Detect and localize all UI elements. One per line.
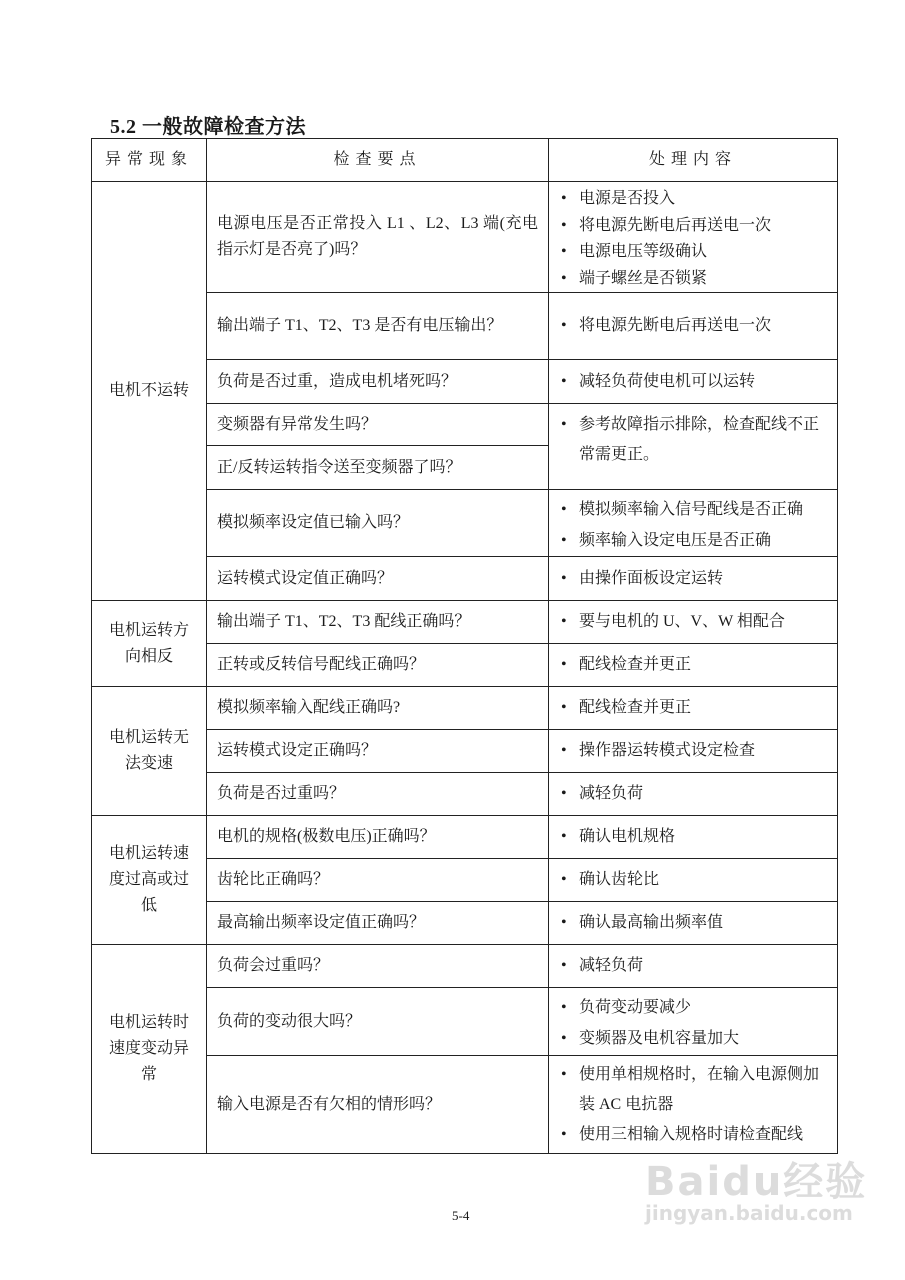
check-cell: 负荷会过重吗？ bbox=[207, 945, 549, 988]
action-text: 配线检查并更正 bbox=[579, 656, 692, 673]
action-cell bbox=[549, 730, 838, 773]
action-text: 要与电机的 U、V、W 相配合 bbox=[579, 613, 785, 630]
action-item bbox=[561, 609, 831, 635]
action-text: 将电源先断电后再送电一次 bbox=[579, 216, 772, 234]
action-item bbox=[561, 566, 831, 592]
action-cell bbox=[549, 945, 838, 988]
action-cell bbox=[549, 859, 838, 902]
table-row bbox=[92, 601, 838, 644]
action-cell bbox=[549, 816, 838, 859]
action-cell bbox=[549, 644, 838, 687]
bullet-icon: • bbox=[561, 416, 567, 433]
table-row bbox=[92, 816, 838, 859]
check-cell: 模拟频率设定值已输入吗？ bbox=[207, 490, 549, 557]
troubleshooting-table bbox=[91, 138, 838, 1154]
action-text: 变频器及电机容量加大 bbox=[579, 1030, 740, 1047]
check-cell: 最高输出频率设定值正确吗？ bbox=[207, 902, 549, 945]
action-item bbox=[561, 410, 831, 470]
symptom-cell: 电机运转方向相反 bbox=[92, 601, 207, 687]
check-cell: 输入电源是否有欠相的情形吗？ bbox=[207, 1056, 549, 1154]
action-item bbox=[561, 738, 831, 764]
bullet-icon: • bbox=[561, 785, 567, 802]
action-item bbox=[561, 652, 831, 678]
action-text: 确认最高输出频率值 bbox=[579, 914, 724, 931]
action-item bbox=[561, 369, 831, 395]
action-cell bbox=[549, 360, 838, 404]
header-check: 检查要点 bbox=[207, 139, 549, 182]
check-cell: 负荷是否过重，造成电机堵死吗？ bbox=[207, 360, 549, 404]
action-item bbox=[561, 313, 831, 339]
symptom-cell: 电机运转时速度变动异常 bbox=[92, 945, 207, 1154]
symptom-cell: 电机不运转 bbox=[92, 182, 207, 601]
action-text: 参考故障指示排除，检查配线不正常需更正。 bbox=[579, 416, 820, 463]
action-text: 电源是否投入 bbox=[579, 190, 676, 207]
action-text: 将电源先断电后再送电一次 bbox=[579, 317, 772, 334]
bullet-icon: • bbox=[561, 742, 567, 759]
bullet-icon: • bbox=[561, 372, 567, 390]
action-item bbox=[561, 1120, 831, 1150]
action-item bbox=[561, 239, 831, 266]
bullet-icon: • bbox=[561, 999, 567, 1016]
action-cell bbox=[549, 601, 838, 644]
action-item bbox=[561, 781, 831, 807]
action-cell bbox=[549, 293, 838, 360]
action-item bbox=[561, 992, 831, 1023]
action-text: 频率输入设定电压是否正确 bbox=[579, 532, 772, 549]
action-text: 确认电机规格 bbox=[579, 828, 676, 845]
bullet-icon: • bbox=[561, 656, 567, 673]
check-cell: 运转模式设定值正确吗？ bbox=[207, 557, 549, 601]
bullet-icon: • bbox=[561, 317, 567, 334]
check-cell: 输出端子 T1、T2、T3 是否有电压输出？ bbox=[207, 293, 549, 360]
bullet-icon: • bbox=[561, 269, 567, 287]
action-cell bbox=[549, 687, 838, 730]
check-cell: 电源电压是否正常投入 L1 、L2、L3 端(充电指示灯是否亮了)吗？ bbox=[207, 182, 549, 293]
bullet-icon: • bbox=[561, 914, 567, 931]
check-cell: 负荷是否过重吗？ bbox=[207, 773, 549, 816]
check-cell: 模拟频率输入配线正确吗? bbox=[207, 687, 549, 730]
action-text: 配线检查并更正 bbox=[579, 699, 692, 716]
action-text: 使用三相输入规格时请检查配线 bbox=[579, 1126, 804, 1143]
action-cell bbox=[549, 902, 838, 945]
action-text: 操作器运转模式设定检查 bbox=[579, 742, 756, 759]
check-cell: 运转模式设定正确吗？ bbox=[207, 730, 549, 773]
table-row bbox=[92, 182, 838, 293]
check-cell: 正/反转运转指令送至变频器了吗？ bbox=[207, 446, 549, 490]
action-cell bbox=[549, 182, 838, 293]
action-text: 模拟频率输入信号配线是否正确 bbox=[579, 501, 804, 518]
bullet-icon: • bbox=[561, 1126, 567, 1143]
check-cell: 负荷的变动很大吗？ bbox=[207, 988, 549, 1056]
watermark-logo: Baidu经验 bbox=[645, 1159, 868, 1205]
action-text: 使用单相规格时，在输入电源侧加装 AC 电抗器 bbox=[579, 1066, 820, 1113]
header-row bbox=[92, 139, 838, 182]
action-text: 电源电压等级确认 bbox=[579, 243, 708, 260]
watermark-url: jingyan.baidu.com bbox=[645, 1201, 853, 1225]
check-cell: 输出端子 T1、T2、T3 配线正确吗？ bbox=[207, 601, 549, 644]
symptom-cell: 电机运转无法变速 bbox=[92, 687, 207, 816]
action-item bbox=[561, 525, 831, 556]
action-text: 端子螺丝是否锁紧 bbox=[579, 269, 708, 287]
action-cell bbox=[549, 490, 838, 557]
bullet-icon: • bbox=[561, 190, 567, 207]
action-item bbox=[561, 824, 831, 850]
action-item bbox=[561, 494, 831, 525]
bullet-icon: • bbox=[561, 1066, 567, 1083]
action-item bbox=[561, 1023, 831, 1054]
action-item bbox=[561, 213, 831, 240]
bullet-icon: • bbox=[561, 501, 567, 518]
section-title: 5.2 一般故障检查方法 bbox=[110, 116, 306, 138]
bullet-icon: • bbox=[561, 1030, 567, 1047]
check-cell: 电机的规格(极数电压)正确吗？ bbox=[207, 816, 549, 859]
table-row bbox=[92, 945, 838, 988]
bullet-icon: • bbox=[561, 243, 567, 260]
bullet-icon: • bbox=[561, 699, 567, 716]
bullet-icon: • bbox=[561, 871, 567, 888]
action-cell bbox=[549, 1056, 838, 1154]
action-item bbox=[561, 1060, 831, 1120]
check-cell: 齿轮比正确吗？ bbox=[207, 859, 549, 902]
action-text: 减轻负荷 bbox=[579, 785, 644, 802]
bullet-icon: • bbox=[561, 828, 567, 845]
action-cell bbox=[549, 773, 838, 816]
action-item bbox=[561, 867, 831, 893]
watermark bbox=[645, 1150, 867, 1225]
bullet-icon: • bbox=[561, 569, 567, 587]
bullet-icon: • bbox=[561, 613, 567, 630]
page-number: 5-4 bbox=[452, 1208, 470, 1223]
action-item bbox=[561, 953, 831, 979]
action-item bbox=[561, 695, 831, 721]
check-cell: 变频器有异常发生吗？ bbox=[207, 404, 549, 446]
action-text: 减轻负荷使电机可以运转 bbox=[579, 372, 756, 390]
action-text: 减轻负荷 bbox=[579, 957, 644, 974]
action-cell bbox=[549, 557, 838, 601]
action-item bbox=[561, 186, 831, 213]
action-cell bbox=[549, 988, 838, 1056]
bullet-icon: • bbox=[561, 957, 567, 974]
action-cell bbox=[549, 404, 838, 490]
action-text: 由操作面板设定运转 bbox=[579, 569, 724, 587]
header-action: 处理内容 bbox=[549, 139, 838, 182]
action-item bbox=[561, 910, 831, 936]
action-item bbox=[561, 266, 831, 293]
action-text: 确认齿轮比 bbox=[579, 871, 660, 888]
header-symptom: 异常现象 bbox=[92, 139, 207, 182]
table-row bbox=[92, 687, 838, 730]
bullet-icon: • bbox=[561, 532, 567, 549]
action-text: 负荷变动要减少 bbox=[579, 999, 692, 1016]
symptom-cell: 电机运转速度过高或过低 bbox=[92, 816, 207, 945]
check-cell: 正转或反转信号配线正确吗？ bbox=[207, 644, 549, 687]
bullet-icon: • bbox=[561, 216, 567, 234]
